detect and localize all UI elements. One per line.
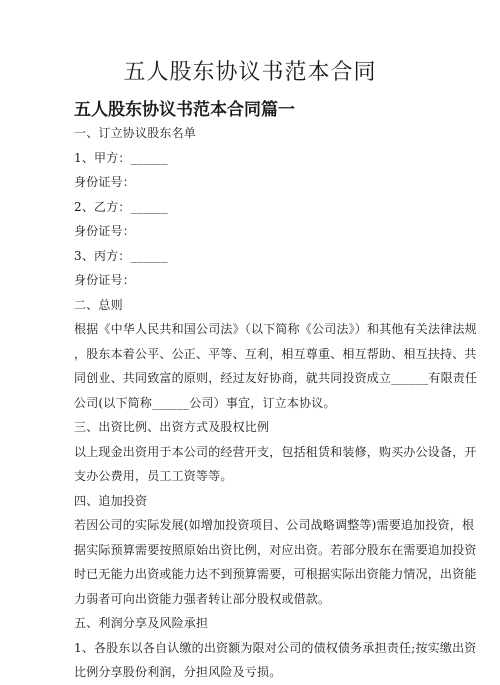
- paragraph-line: 公司(以下简称______公司）事宜，订立本协议。: [74, 395, 336, 410]
- paragraph-additional-investment: [74, 513, 477, 611]
- heading-profit-risk: 五、利润分享及风险承担: [74, 616, 209, 630]
- paragraph-general: [74, 317, 478, 415]
- document-body: [74, 121, 478, 685]
- paragraph-line: 以上现金出资用于本公司的经营开支，包括租赁和装修，购买办公设备，开: [74, 444, 477, 459]
- party-c-line: 3、丙方：______: [74, 248, 168, 263]
- document-title: 五人股东协议书范本合同: [123, 60, 377, 85]
- party-b-line: 2、乙方：______: [74, 199, 168, 214]
- paragraph-profit-risk: [74, 636, 477, 685]
- heading-shareholder-list: 一、订立协议股东名单: [74, 126, 197, 140]
- paragraph-line: 同创业、共同致富的原则，经过友好协商，就共同投资成立______有限责任: [74, 371, 478, 385]
- paragraph-line: 若因公司的实际发展(如增加投资项目、公司战略调整等)需要追加投资，根: [74, 518, 475, 532]
- paragraph-line: 1、各股东以各自认缴的出资额为限对公司的债权债务承担责任;按实缴出资: [74, 640, 477, 655]
- paragraph-line: 据实际预算需要按照原始出资比例，对应出资。若部分股东在需要追加投资: [74, 542, 477, 557]
- party-b-id-line: 身份证号：: [74, 224, 136, 238]
- heading-capital-ratio: 三、出资比例、出资方式及股权比例: [74, 420, 270, 434]
- heading-general: 二、总则: [74, 297, 123, 312]
- paragraph-line: 支办公费用，员工工资等等。: [74, 469, 233, 483]
- paragraph-line: 根据《中华人民共和国公司法》（以下简称《公司法》）和其他有关法律法规: [74, 322, 477, 336]
- paragraph-line: 力弱者可向出资能力强者转让部分股权或借款。: [74, 591, 331, 606]
- party-a-line: 1、甲方：______: [74, 150, 168, 165]
- paragraph-line: 比例分享股份利润，分担风险及亏损。: [74, 665, 282, 679]
- paragraph-line: 时已无能力出资或能力达不到预算需要，可根据实际出资能力情况，出资能: [74, 567, 477, 581]
- party-a-id-line: 身份证号：: [74, 175, 136, 189]
- paragraph-capital: [74, 440, 477, 489]
- section-title: 五人股东协议书范本合同篇一: [74, 100, 295, 120]
- heading-additional-investment: 四、追加投资: [74, 493, 148, 508]
- party-c-id-line: 身份证号：: [74, 273, 136, 287]
- paragraph-line: ，股东本着公平、公正、平等、互利，相互尊重、相互帮助、相互扶持、共: [74, 346, 477, 361]
